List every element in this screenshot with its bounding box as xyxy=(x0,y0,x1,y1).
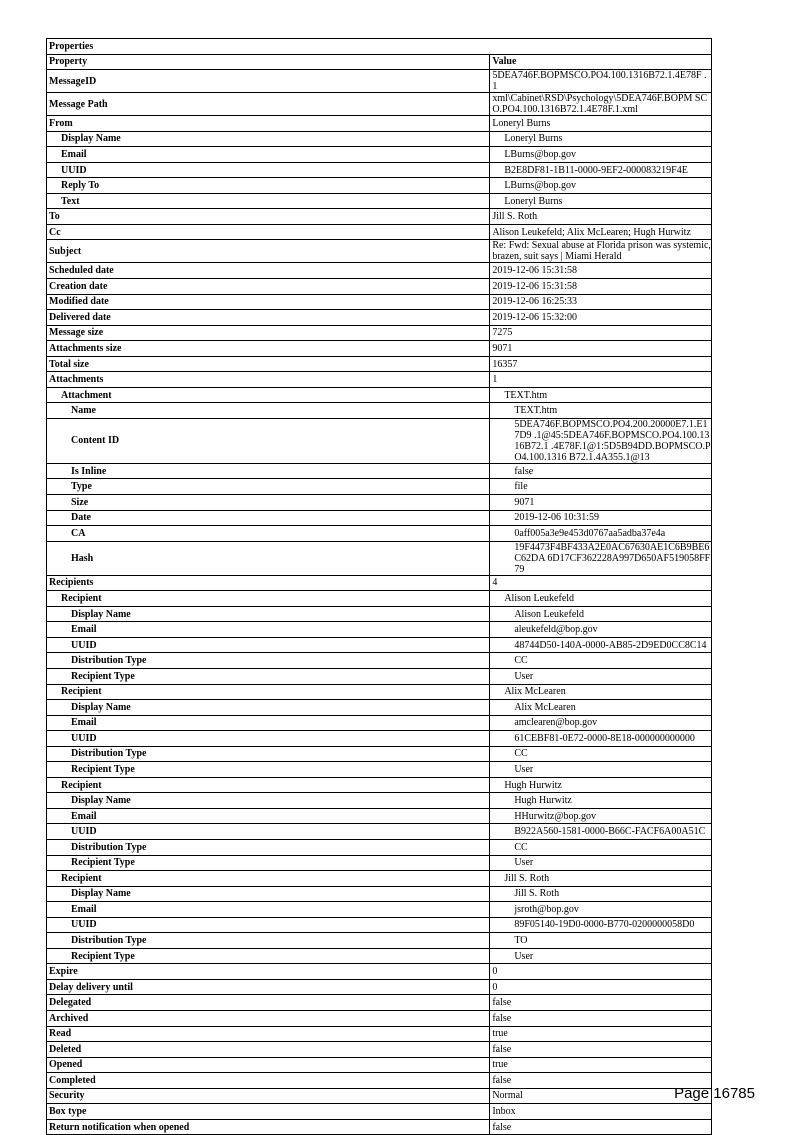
property-value: HHurwitz@bop.gov xyxy=(490,808,712,824)
property-value: Hugh Hurwitz xyxy=(490,793,712,809)
table-title-row xyxy=(47,39,712,55)
property-name: Security xyxy=(47,1088,490,1104)
property-value: 2019-12-06 15:31:58 xyxy=(490,263,712,279)
property-name: Recipients xyxy=(47,575,490,591)
table-row xyxy=(47,917,712,933)
property-name: Deleted xyxy=(47,1042,490,1058)
property-name: Creation date xyxy=(47,279,490,295)
property-name: Reply To xyxy=(47,178,490,194)
property-name: Opened xyxy=(47,1057,490,1073)
table-row xyxy=(47,162,712,178)
property-name: Total size xyxy=(47,356,490,372)
property-name: Size xyxy=(47,495,490,511)
property-value: B2E8DF81-1B11-0000-9EF2-000083219F4E xyxy=(490,162,712,178)
table-header-row xyxy=(47,54,712,70)
property-value: Alix McLearen xyxy=(490,684,712,700)
property-name: Return notification when opened xyxy=(47,1119,490,1135)
table-row xyxy=(47,668,712,684)
property-value: Alison Leukefeld; Alix McLearen; Hugh Hurwitz xyxy=(490,224,712,240)
property-value: TEXT.htm xyxy=(490,403,712,419)
table-row xyxy=(47,418,712,463)
table-row xyxy=(47,224,712,240)
table-row xyxy=(47,700,712,716)
table-row xyxy=(47,1073,712,1089)
property-name: Distribution Type xyxy=(47,933,490,949)
property-value: 61CEBF81-0E72-0000-8E18-000000000000 xyxy=(490,731,712,747)
table-row xyxy=(47,510,712,526)
property-value: 9071 xyxy=(490,495,712,511)
table-row xyxy=(47,495,712,511)
property-value: 4 xyxy=(490,575,712,591)
table-row xyxy=(47,387,712,403)
property-name: Delay delivery until xyxy=(47,979,490,995)
property-name: Distribution Type xyxy=(47,653,490,669)
table-row xyxy=(47,294,712,310)
table-row xyxy=(47,116,712,132)
table-row xyxy=(47,575,712,591)
property-name: Attachments xyxy=(47,372,490,388)
property-value: Loneryl Burns xyxy=(490,116,712,132)
table-row xyxy=(47,131,712,147)
table-row xyxy=(47,808,712,824)
property-name: UUID xyxy=(47,824,490,840)
property-value: 48744D50-140A-0000-AB85-2D9ED0CC8C14 xyxy=(490,637,712,653)
table-row xyxy=(47,356,712,372)
table-row xyxy=(47,209,712,225)
property-name: Name xyxy=(47,403,490,419)
property-value: User xyxy=(490,762,712,778)
property-name: Message Path xyxy=(47,93,490,116)
property-value: false xyxy=(490,1073,712,1089)
property-name: UUID xyxy=(47,637,490,653)
property-value: 5DEA746F.BOPMSCO.PO4.100.1316B72.1.4E78F .1 xyxy=(490,70,712,93)
property-value: false xyxy=(490,1119,712,1135)
property-name: UUID xyxy=(47,162,490,178)
table-row xyxy=(47,93,712,116)
property-value: false xyxy=(490,1042,712,1058)
property-name: Attachment xyxy=(47,387,490,403)
table-row xyxy=(47,479,712,495)
property-value: 16357 xyxy=(490,356,712,372)
table-row xyxy=(47,279,712,295)
table-row xyxy=(47,147,712,163)
table-row xyxy=(47,824,712,840)
table-row xyxy=(47,746,712,762)
table-row xyxy=(47,70,712,93)
property-name: Display Name xyxy=(47,606,490,622)
property-value: Jill S. Roth xyxy=(490,886,712,902)
property-name: Content ID xyxy=(47,418,490,463)
property-name: MessageID xyxy=(47,70,490,93)
property-value: 7275 xyxy=(490,325,712,341)
property-value: User xyxy=(490,668,712,684)
property-name: Cc xyxy=(47,224,490,240)
property-value: false xyxy=(490,1010,712,1026)
table-row xyxy=(47,526,712,542)
property-name: Recipient Type xyxy=(47,762,490,778)
property-name: Display Name xyxy=(47,793,490,809)
property-name: Recipient xyxy=(47,684,490,700)
property-value: file xyxy=(490,479,712,495)
table-row xyxy=(47,715,712,731)
property-name: Recipient xyxy=(47,871,490,887)
table-row xyxy=(47,871,712,887)
property-value: Inbox xyxy=(490,1104,712,1120)
property-value: Re: Fwd: Sexual abuse at Florida prison was systemic, brazen, suit says | Miami Herald xyxy=(490,240,712,263)
property-value: CC xyxy=(490,839,712,855)
table-row xyxy=(47,403,712,419)
table-row xyxy=(47,1119,712,1135)
property-value: 2019-12-06 16:25:33 xyxy=(490,294,712,310)
page-number: Page 16785 xyxy=(674,1085,755,1102)
property-value: false xyxy=(490,995,712,1011)
property-name: Recipient xyxy=(47,591,490,607)
table-row xyxy=(47,902,712,918)
property-value: User xyxy=(490,855,712,871)
table-row xyxy=(47,541,712,575)
table-row xyxy=(47,777,712,793)
table-row xyxy=(47,606,712,622)
property-value: 1 xyxy=(490,372,712,388)
property-value: Alison Leukefeld xyxy=(490,591,712,607)
property-name: Recipient Type xyxy=(47,948,490,964)
property-name: Completed xyxy=(47,1073,490,1089)
property-value: 0 xyxy=(490,979,712,995)
property-name: Archived xyxy=(47,1010,490,1026)
table-row xyxy=(47,637,712,653)
property-value: User xyxy=(490,948,712,964)
property-value: Jill S. Roth xyxy=(490,871,712,887)
property-value: LBurns@bop.gov xyxy=(490,178,712,194)
property-value: TO xyxy=(490,933,712,949)
property-value: true xyxy=(490,1057,712,1073)
property-value: true xyxy=(490,1026,712,1042)
table-row xyxy=(47,731,712,747)
property-value: jsroth@bop.gov xyxy=(490,902,712,918)
property-name: Read xyxy=(47,1026,490,1042)
table-row xyxy=(47,622,712,638)
table-row xyxy=(47,263,712,279)
property-value: B922A560-1581-0000-B66C-FACF6A00A51C xyxy=(490,824,712,840)
table-row xyxy=(47,1010,712,1026)
property-name: CA xyxy=(47,526,490,542)
properties-table xyxy=(46,38,712,1135)
table-title: Properties xyxy=(47,39,712,55)
property-value: 9071 xyxy=(490,341,712,357)
table-row xyxy=(47,193,712,209)
property-value: 2019-12-06 10:31:59 xyxy=(490,510,712,526)
property-name: Type xyxy=(47,479,490,495)
table-row xyxy=(47,1057,712,1073)
property-name: Hash xyxy=(47,541,490,575)
property-name: Attachments size xyxy=(47,341,490,357)
column-header-property: Property xyxy=(47,54,490,70)
property-value: Hugh Hurwitz xyxy=(490,777,712,793)
property-name: From xyxy=(47,116,490,132)
property-name: Modified date xyxy=(47,294,490,310)
table-row xyxy=(47,310,712,326)
property-name: Delegated xyxy=(47,995,490,1011)
table-row xyxy=(47,1104,712,1120)
property-value: 2019-12-06 15:31:58 xyxy=(490,279,712,295)
property-name: Distribution Type xyxy=(47,746,490,762)
property-name: Expire xyxy=(47,964,490,980)
property-name: Email xyxy=(47,902,490,918)
property-value: Jill S. Roth xyxy=(490,209,712,225)
table-row xyxy=(47,964,712,980)
table-row xyxy=(47,948,712,964)
property-value: 89F05140-19D0-0000-B770-0200000058D0 xyxy=(490,917,712,933)
property-value: 2019-12-06 15:32:00 xyxy=(490,310,712,326)
property-name: Email xyxy=(47,622,490,638)
table-row xyxy=(47,372,712,388)
table-row xyxy=(47,839,712,855)
property-value: Loneryl Burns xyxy=(490,193,712,209)
property-name: Recipient xyxy=(47,777,490,793)
table-row xyxy=(47,793,712,809)
table-row xyxy=(47,995,712,1011)
property-value: false xyxy=(490,463,712,479)
table-row xyxy=(47,1026,712,1042)
property-name: Subject xyxy=(47,240,490,263)
property-name: Recipient Type xyxy=(47,855,490,871)
property-name: UUID xyxy=(47,917,490,933)
property-value: Normal xyxy=(490,1088,712,1104)
property-value: CC xyxy=(490,653,712,669)
table-row xyxy=(47,1088,712,1104)
table-row xyxy=(47,591,712,607)
property-name: Email xyxy=(47,808,490,824)
property-name: Delivered date xyxy=(47,310,490,326)
property-value: aleukefeld@bop.gov xyxy=(490,622,712,638)
property-value: Loneryl Burns xyxy=(490,131,712,147)
property-name: Box type xyxy=(47,1104,490,1120)
property-name: Scheduled date xyxy=(47,263,490,279)
property-value: xml\Cabinet\RSD\Psychology\5DEA746F.BOPM SCO.PO4.100.1316B72.1.4E78F.1.xml xyxy=(490,93,712,116)
property-name: To xyxy=(47,209,490,225)
table-row xyxy=(47,240,712,263)
property-value: Alix McLearen xyxy=(490,700,712,716)
table-row xyxy=(47,325,712,341)
table-row xyxy=(47,762,712,778)
table-row xyxy=(47,341,712,357)
table-row xyxy=(47,684,712,700)
property-name: Display Name xyxy=(47,131,490,147)
property-name: UUID xyxy=(47,731,490,747)
table-row xyxy=(47,855,712,871)
property-name: Message size xyxy=(47,325,490,341)
table-row xyxy=(47,653,712,669)
property-name: Distribution Type xyxy=(47,839,490,855)
table-row xyxy=(47,1042,712,1058)
property-value: 0 xyxy=(490,964,712,980)
table-row xyxy=(47,886,712,902)
table-row xyxy=(47,178,712,194)
table-row xyxy=(47,463,712,479)
property-value: LBurns@bop.gov xyxy=(490,147,712,163)
property-name: Email xyxy=(47,715,490,731)
property-value: 19F4473F4BF433A2E0AC67630AE1C6B9BE6C62DA 6D17CF362228A997D650AF519058FF79 xyxy=(490,541,712,575)
column-header-value: Value xyxy=(490,54,712,70)
property-value: TEXT.htm xyxy=(490,387,712,403)
property-name: Text xyxy=(47,193,490,209)
property-value: 5DEA746F.BOPMSCO.PO4.200.20000E7.1.E17D9 .1@45:5DEA746F.BOPMSCO.PO4.100.1316B72.1 .4E78F.1@1:5D5B94DD.BOPMSCO.PO4.100.1316 B72.1.4A355.1@13 xyxy=(490,418,712,463)
property-name: Is Inline xyxy=(47,463,490,479)
property-name: Recipient Type xyxy=(47,668,490,684)
property-name: Date xyxy=(47,510,490,526)
property-name: Email xyxy=(47,147,490,163)
table-row xyxy=(47,933,712,949)
property-value: 0aff005a3e9e453d0767aa5adba37e4a xyxy=(490,526,712,542)
property-value: amclearen@bop.gov xyxy=(490,715,712,731)
table-row xyxy=(47,979,712,995)
property-name: Display Name xyxy=(47,700,490,716)
property-value: CC xyxy=(490,746,712,762)
property-value: Alison Leukefeld xyxy=(490,606,712,622)
property-name: Display Name xyxy=(47,886,490,902)
